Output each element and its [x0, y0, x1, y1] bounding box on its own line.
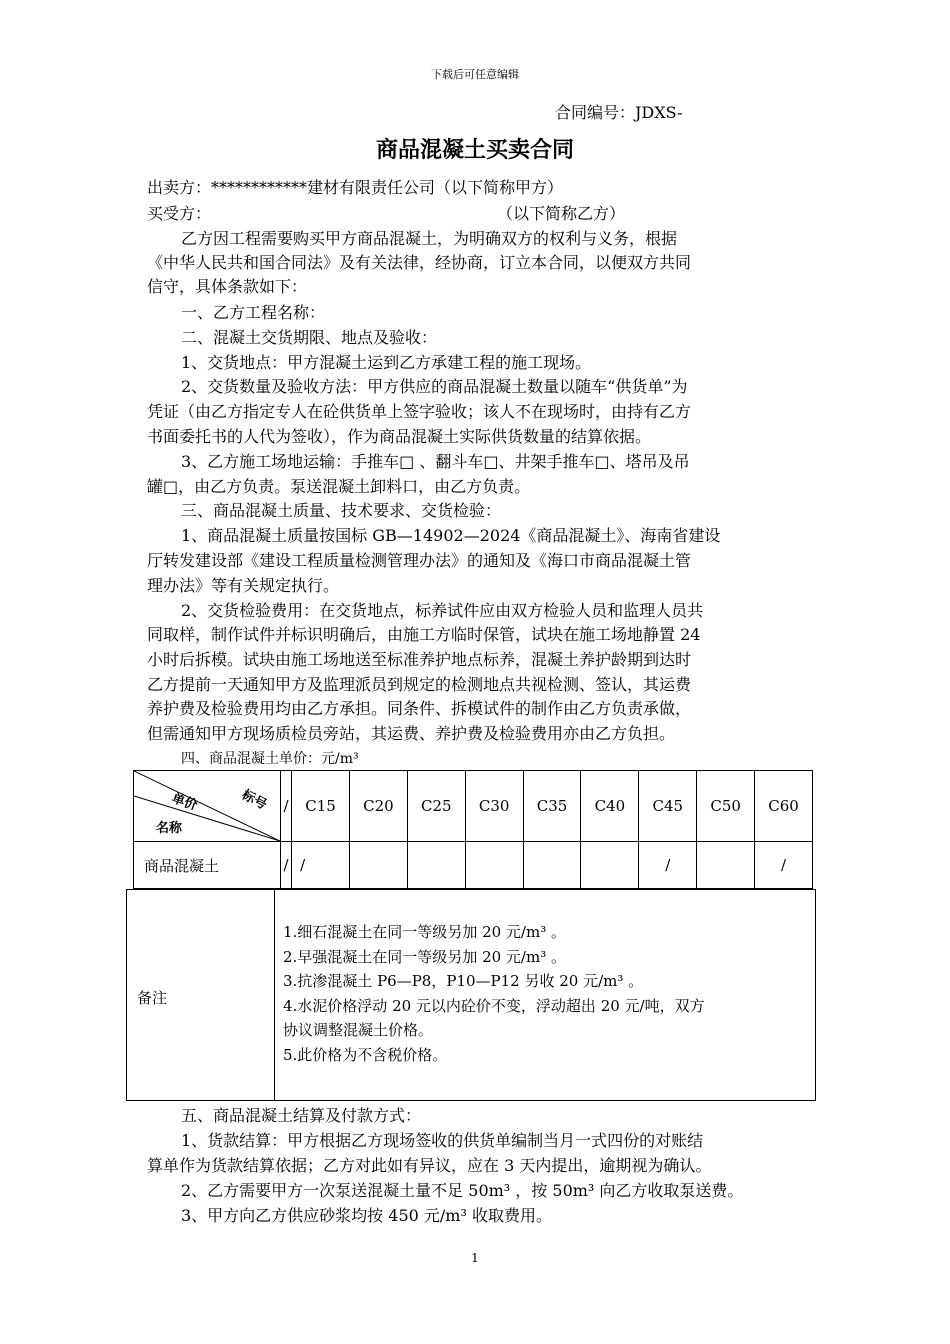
header-cell: C15: [292, 771, 350, 842]
remarks-box: [126, 889, 816, 1101]
price-table-header-row: [134, 771, 813, 842]
header-cell: C25: [407, 771, 465, 842]
section-3-item-1-line-3: 理办法》等有关规定执行。: [147, 576, 340, 595]
price-cell: /: [292, 842, 350, 889]
section-3-item-1-line-1: 1、商品混凝土质量按国标 GB—14902—2024《商品混凝土》、海南省建设: [181, 526, 721, 545]
remark-item: 1.细石混凝土在同一等级另加 20 元/m³ 。: [283, 923, 566, 941]
section-3-item-2-line-5: 养护费及检验费用均由乙方承担。同条件、拆模试件的制作由乙方负责承做，: [147, 699, 692, 718]
price-cell: [407, 842, 465, 889]
remark-item: 2.早强混凝土在同一等级另加 20 元/m³ 。: [283, 947, 566, 966]
corner-header-cell: [134, 771, 281, 842]
remark-item: 4.水泥价格浮动 20 元以内砼价不变，浮动超出 20 元/吨，双方: [283, 996, 705, 1015]
section-5-heading: 五、商品混凝土结算及付款方式：: [181, 1106, 422, 1125]
section-2-item-2-line-1: 2、交货数量及验收方法：甲方供应的商品混凝土数量以随车“供货单”为: [181, 377, 688, 396]
document-title: 商品混凝土买卖合同: [375, 138, 574, 163]
section-2-item-2-line-3: 书面委托书的人代为签收），作为商品混凝土实际供货数量的结算依据。: [147, 427, 652, 446]
buyer-suffix: （以下简称乙方）: [497, 204, 626, 223]
header-cell: C20: [349, 771, 407, 842]
section-3-item-2-line-6: 但需通知甲方现场质检员旁站，其运费、养护费及检验费用亦由乙方负担。: [147, 724, 676, 743]
header-note: 下载后可任意编辑: [431, 68, 519, 81]
section-5-item-2: 2、乙方需要甲方一次泵送混凝土量不足 50m³ ，按 50m³ 向乙方收取泵送费。: [181, 1181, 744, 1200]
remark-item: 3.抗渗混凝土 P6—P8，P10—P12 另收 20 元/m³ 。: [283, 972, 644, 991]
header-cell: C35: [523, 771, 581, 842]
intro-line-1: 乙方因工程需要购买甲方商品混凝土，为明确双方的权利与义务，根据: [181, 229, 678, 248]
corner-grade-label: 标号: [239, 787, 270, 813]
section-3-item-2-line-1: 2、交货检验费用：在交货地点，标养试件应由双方检验人员和监理人员共: [181, 601, 704, 620]
section-5-item-3: 3、甲方向乙方供应砂浆均按 450 元/m³ 收取费用。: [181, 1206, 552, 1225]
price-cell: [697, 842, 755, 889]
seller-line: 出卖方：************建材有限责任公司（以下简称甲方）: [147, 178, 564, 197]
section-5-item-1-line-1: 1、货款结算：甲方根据乙方现场签收的供货单编制当月一式四份的对账结: [181, 1131, 704, 1150]
section-5-item-1-line-2: 算单作为货款结算依据；乙方对此如有异议，应在 3 天内提出，逾期视为确认。: [147, 1156, 712, 1175]
corner-unit-price-label: 单价: [169, 790, 200, 814]
row-label-cell: 商品混凝土: [134, 842, 281, 889]
price-cell: [581, 842, 639, 889]
header-cell: /: [281, 771, 292, 842]
remark-item: 5.此价格为不含税价格。: [283, 1045, 448, 1064]
price-cell: /: [639, 842, 697, 889]
page-number: 1: [471, 1251, 479, 1265]
section-2-item-3-line-1: 3、乙方施工场地运输：手推车□ 、翻斗车□、井架手推车□、塔吊及吊: [181, 452, 690, 471]
price-table: [133, 770, 813, 889]
section-2-item-1: 1、交货地点：甲方混凝土运到乙方承建工程的施工现场。: [181, 353, 592, 372]
price-table-data-row: [134, 842, 813, 889]
intro-line-2: 《中华人民共和国合同法》及有关法律，经协商，订立本合同，以便双方共同: [147, 253, 692, 272]
header-cell: C60: [755, 771, 813, 842]
contract-number: 合同编号：JDXS-: [555, 103, 683, 122]
section-3-heading: 三、商品混凝土质量、技术要求、交货检验：: [181, 501, 502, 520]
section-2-item-2-line-2: 凭证（由乙方指定专人在砼供货单上签字验收；该人不在现场时，由持有乙方: [147, 402, 692, 421]
price-cell: [523, 842, 581, 889]
section-3-item-2-line-4: 乙方提前一天通知甲方及监理派员到规定的检测地点共视检测、签认，其运费: [147, 675, 692, 694]
remarks-items: [283, 920, 705, 1068]
header-cell: C30: [465, 771, 523, 842]
price-cell: /: [755, 842, 813, 889]
section-2-heading: 二、混凝土交货期限、地点及验收：: [181, 328, 438, 347]
section-3-item-2-line-2: 同取样，制作试件并标识明确后，由施工方临时保管，试块在施工场地静置 24: [147, 625, 701, 644]
remark-item: 协议调整混凝土价格。: [283, 1021, 434, 1040]
header-cell: C45: [639, 771, 697, 842]
section-1-heading: 一、乙方工程名称：: [181, 303, 326, 322]
price-cell: /: [281, 842, 292, 889]
section-4-heading: 四、商品混凝土单价：元/m³: [181, 751, 359, 767]
section-3-item-1-line-2: 厅转发建设部《建设工程质量检测管理办法》的通知及《海口市商品混凝土管: [147, 551, 692, 570]
corner-name-label: 名称: [156, 821, 183, 836]
header-cell: C40: [581, 771, 639, 842]
price-cell: [465, 842, 523, 889]
price-cell: [349, 842, 407, 889]
section-2-item-3-line-2: 罐□，由乙方负责。泵送混凝土卸料口，由乙方负责。: [147, 477, 531, 496]
intro-line-3: 信守，具体条款如下：: [147, 277, 308, 296]
header-cell: C50: [697, 771, 755, 842]
remarks-label: 备注: [137, 989, 168, 1007]
buyer-label: 买受方：: [147, 204, 212, 223]
section-3-item-2-line-3: 小时后拆模。试块由施工场地送至标准养护地点标养，混凝土养护龄期到达时: [147, 650, 692, 669]
remarks-divider: [274, 890, 275, 1100]
